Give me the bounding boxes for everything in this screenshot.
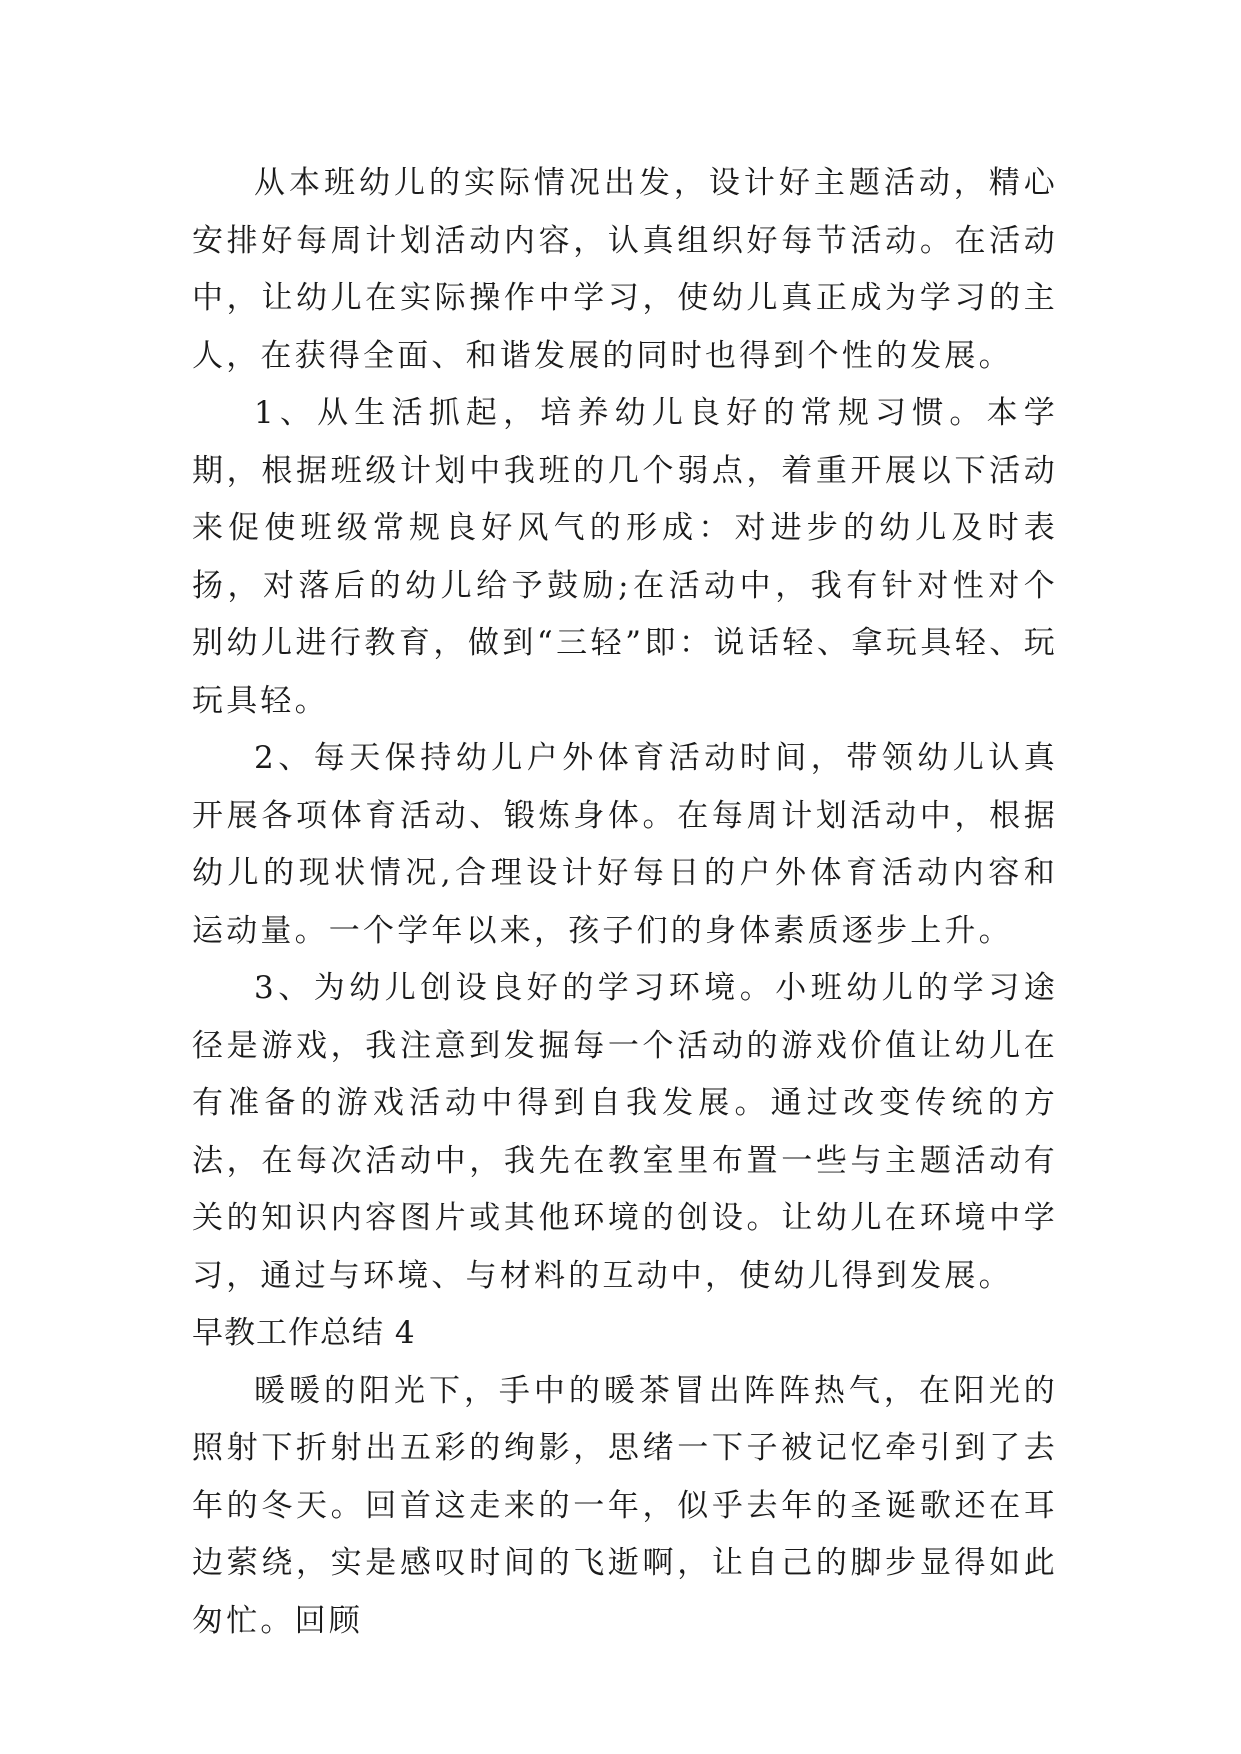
paragraph-item-2: 2、每天保持幼儿户外体育活动时间，带领幼儿认真开展各项体育活动、锻炼身体。在每周计划活动中，根据幼儿的现状情况,合理设计好每日的户外体育活动内容和运动量。一个学年以来，孩子们的身体素质逐步上升。: [192, 740, 1058, 949]
section-heading: 早教工作总结 4: [192, 1315, 416, 1351]
paragraph-item-1: 1、从生活抓起，培养幼儿良好的常规习惯。本学期，根据班级计划中我班的几个弱点，着重开展以下活动来促使班级常规良好风气的形成：对进步的幼儿及时表扬，对落后的幼儿给予鼓励;在活动中，我有针对性对个别幼儿进行教育，做到“三轻”即：说话轻、拿玩具轻、玩玩具轻。: [192, 395, 1058, 719]
document-body: [192, 155, 1058, 1650]
paragraph-summary-4: 暖暖的阳光下，手中的暖茶冒出阵阵热气，在阳光的照射下折射出五彩的绚影，思绪一下子被记忆牵引到了去年的冬天。回首这走来的一年，似乎去年的圣诞歌还在耳边萦绕，实是感叹时间的飞逝啊，让自己的脚步显得如此匆忙。回顾: [192, 1372, 1058, 1639]
paragraph-item-3: 3、为幼儿创设良好的学习环境。小班幼儿的学习途径是游戏，我注意到发掘每一个活动的游戏价值让幼儿在有准备的游戏活动中得到自我发展。通过改变传统的方法，在每次活动中，我先在教室里布置一些与主题活动有关的知识内容图片或其他环境的创设。让幼儿在环境中学习，通过与环境、与材料的互动中，使幼儿得到发展。: [192, 970, 1058, 1294]
paragraph-intro: 从本班幼儿的实际情况出发，设计好主题活动，精心安排好每周计划活动内容，认真组织好每节活动。在活动中，让幼儿在实际操作中学习，使幼儿真正成为学习的主人，在获得全面、和谐发展的同时也得到个性的发展。: [192, 165, 1058, 374]
